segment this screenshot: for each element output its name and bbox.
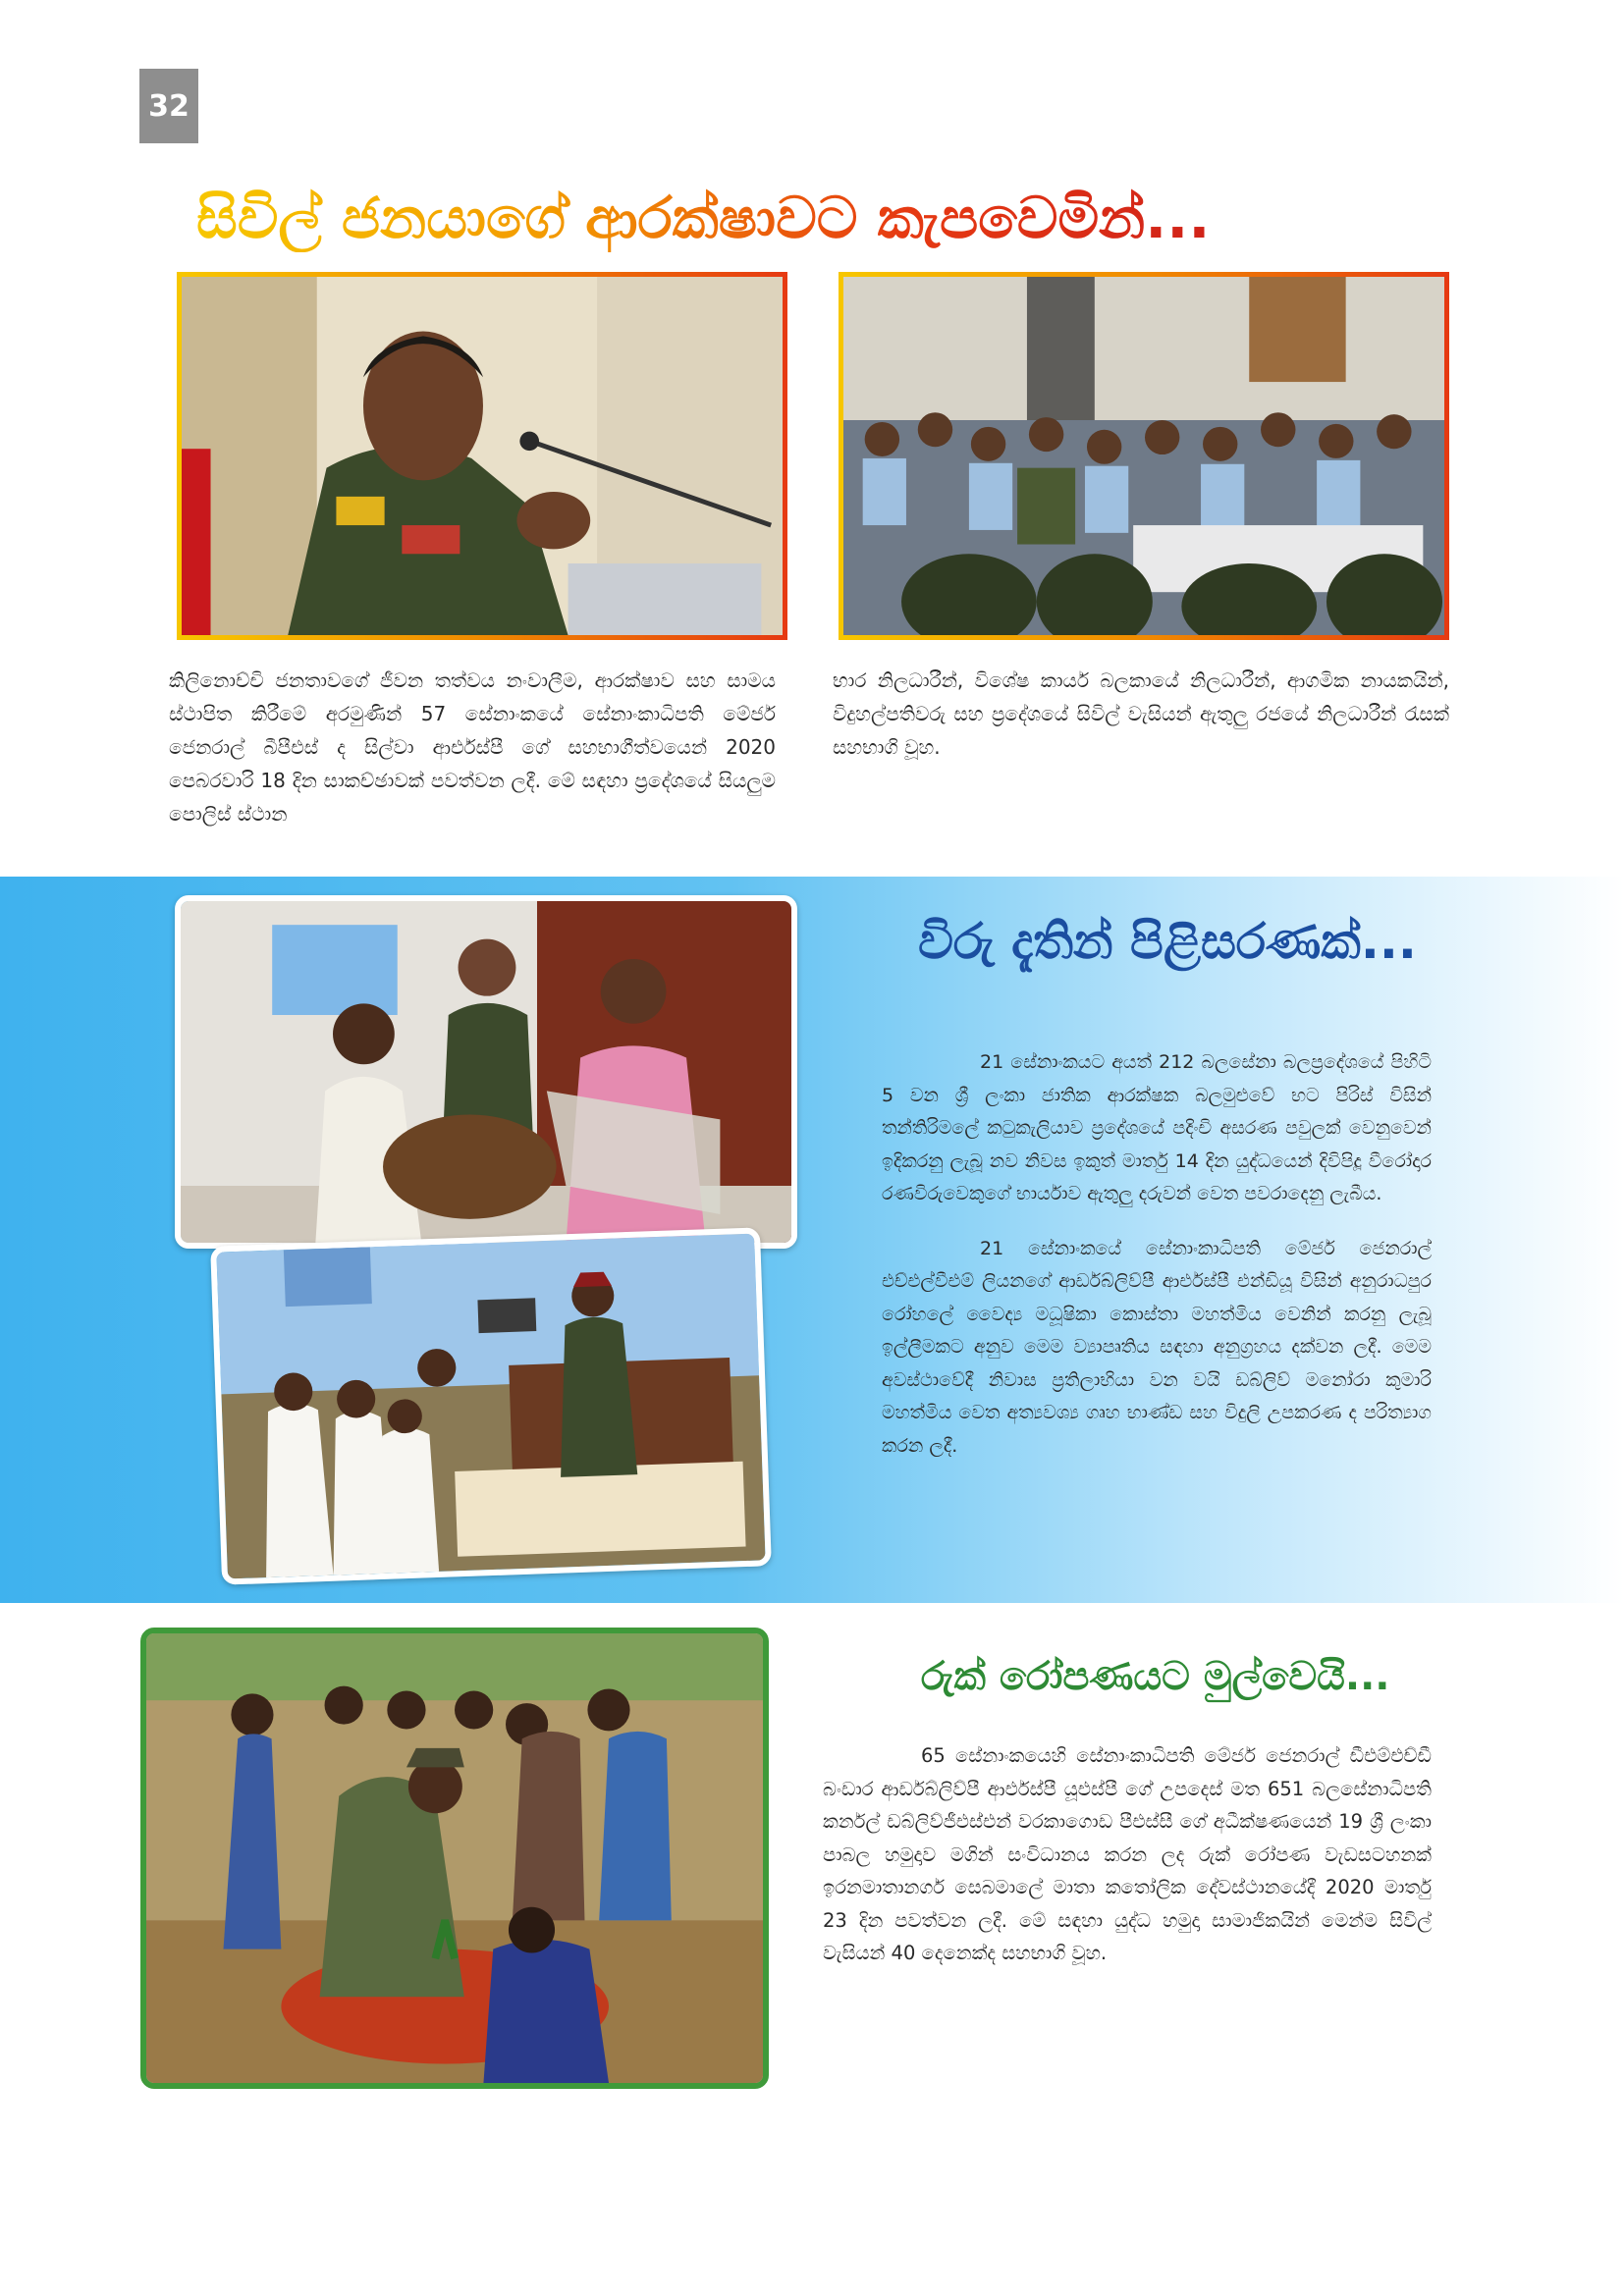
photo-meeting-room [839, 272, 1449, 640]
section1-right-text: භාර නිලධාරීන්, විශේෂ කාර්ය බලකායේ නිලධාරීන්, ආගමික නායකයින්, විදුහල්පතිවරු සහ ප්‍රදේශයේ සිවිල් වැසියන් ඇතුලු රජයේ නිලධාරීන් රැසක් සහභාගි වූහ. [833, 668, 1449, 759]
photo-officer-speaking [177, 272, 787, 640]
section2-paragraph-1: 21 සේනාංකයට අයත් 212 බලසේනා බලප්‍රදේශයේ පිහිටි 5 වන ශ්‍රී ලංකා ජාතික ආරක්ෂක බලමුළුවේ භට පිරිස් විසින් තන්තිරිමලේ කටුකැලියාව ප්‍රදේශයේ පදිංචි අසරණ පවුලක් වෙනුවෙන් ඉදිකරනු ලැබූ නව නිවස ඉකුත් මාර්තු 14 දින යුද්ධයෙන් දිවිපිදූ වීරෝදාර රණවිරුවෙකුගේ භාර්යාව ඇතුලු දරුවන් වෙත පවරාදෙනු ලැබීය. [882, 1051, 1432, 1204]
photo-tree-planting [140, 1628, 769, 2089]
section1-left-text: කිලිනොච්චි ජනතාවගේ ජීවන තත්වය නංවාලීම, ආරක්ෂාව සහ සාමය ස්ථාපිත කිරීමේ අරමුණින් 57 සේනාංකයේ සේනාංකාධිපති මේජර් ජෙනරාල් බීපීඑස් ද සිල්වා ආර්එස්පී ගේ සහභාගීත්වයෙන් 2020 පෙබරවාරි 18 දින සාකච්ඡාවක් පවත්වන ලදී. මේ සඳහා ප්‍රදේශයේ සියලුම පොලිස් ස්ථාන [169, 668, 776, 826]
photo-furniture-donation [210, 1227, 772, 1584]
section-headline-war-hero-support: විරු දැතින් පිළිසරණක්... [918, 913, 1417, 970]
section2-paragraph-2: 21 සේනාංකයේ සේනාංකාධිපති මේජර් ජෙනරාල් එච්එල්වීඑම් ලියනගේ ආර්ඩබ්ලිව්පී ආර්එස්පී එන්ඩියූ විසින් අනුරාධපුර රෝහලේ වෛද්‍ය මධූෂිකා කොස්තා මහත්මිය වෙනින් කරනු ලැබූ ඉල්ලීමකට අනුව මෙම ව්‍යාපෘතිය සඳහා අනුග්‍රහය දක්වන ලදී. මෙම අවස්ථාවේදී නිවාස ප්‍රතිලාභියා වන වයි ඩබ්ලිව් මනෝරා කුමාරි මහත්මිය වෙත අත්‍යවශ්‍ය ගෘහ භාණ්ඩ සහ විදුලි උපකරණ ද පරිත්‍යාග කරන ලදී. [882, 1237, 1432, 1457]
section2-text [882, 1046, 1432, 1484]
section3-paragraph: 65 සේනාංකයෙහි සේනාංකාධිපති මේජර් ජෙනරාල් ඩීඑම්එච්ඩී බංඩාර ආර්ඩබ්ලිව්පී ආර්එස්පී යූඑස්පී ගේ උපදෙස් මත 651 බලසේනාධිපති කර්නල් ඩබ්ලිව්ජීඑස්එන් වරකාගොඩ පීඑස්සී ගේ අධීක්ෂණයෙන් 19 ශ්‍රී ලංකා පාබල හමුදාව මගින් සංවිධානය කරන ලද රුක් රෝපණ වැඩසටහනක් ඉරනමාතානගර් සෙබමාලේ මාතා කතෝලික දේවස්ථානයේදී 2020 මාර්තු 23 දින පවත්වන ලදී. මේ සඳහා යුද්ධ හමුදා සාමාජිකයින් මෙන්ම සිවිල් වැසියන් 40 දෙනෙක්ද සහභාගි වූහ. [823, 1744, 1432, 1964]
section-headline-civil-security: සිවිල් ජනයාගේ ආරක්ෂාවට කැපවෙමින්... [196, 185, 1375, 252]
photo-house-key-handover [175, 895, 797, 1249]
section3-text [823, 1739, 1432, 1992]
page-number: 32 [139, 69, 198, 143]
section-headline-tree-planting: රුක් රෝපණයට මුල්වෙයි... [921, 1654, 1390, 1699]
